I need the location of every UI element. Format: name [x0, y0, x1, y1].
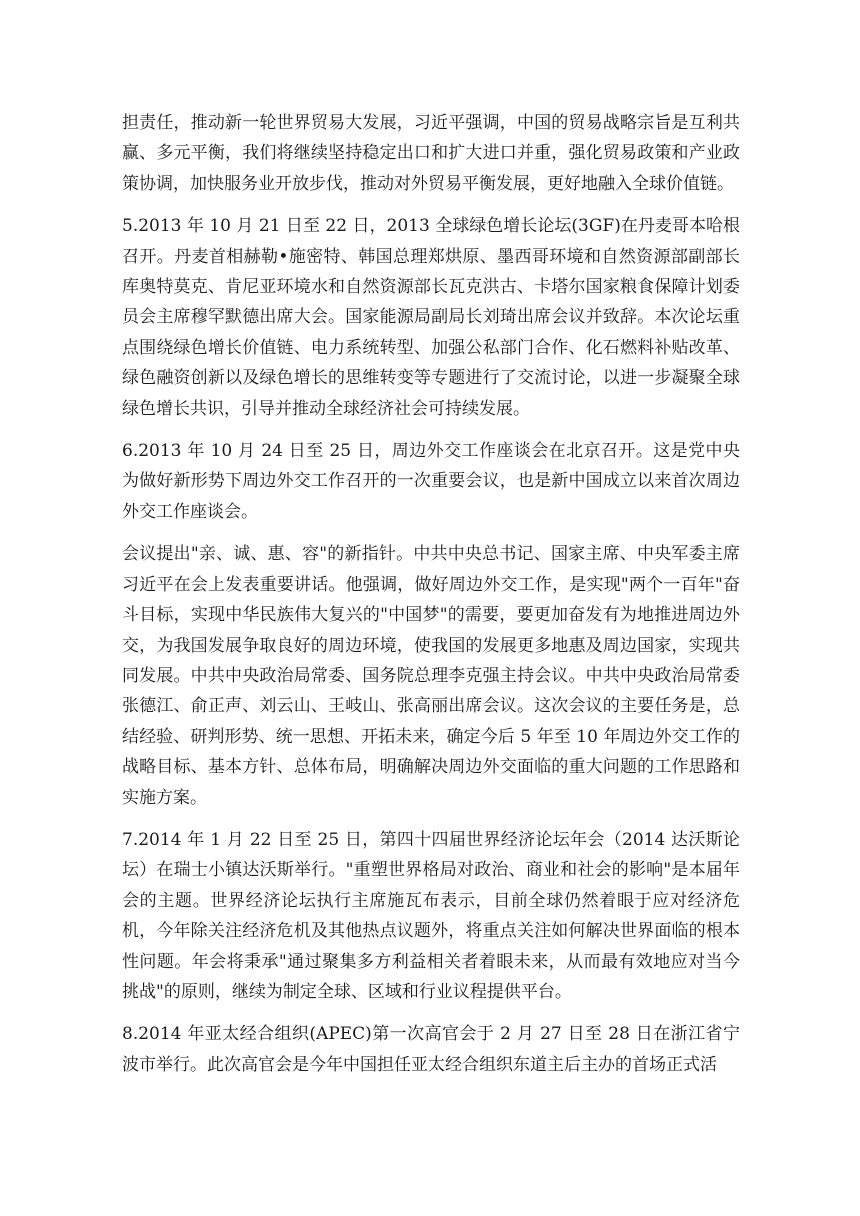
paragraph-item-7-davos-forum: 7.2014 年 1 月 22 日至 25 日，第四十四届世界经济论坛年会（2014 达沃斯论坛）在瑞士小镇达沃斯举行。"重塑世界格局对政治、商业和社会的影响"是本届年会的主题。世界经济论坛执行主席施瓦布表示，目前全球仍然着眼于应对经济危机，今年除关注经济危机及其他热点议题外，将重点关注如何解决世界面临的根本性问题。年会将秉承"通过聚集多方利益相关者着眼未来，从而最有效地应对当今挑战"的原则，继续为制定全球、区域和行业议程提供平台。 [122, 829, 740, 1002]
paragraph-periphery-meeting-details: 会议提出"亲、诚、惠、容"的新指针。中共中央总书记、国家主席、中央军委主席习近平在会上发表重要讲话。他强调，做好周边外交工作，是实现"两个一百年"奋斗目标，实现中华民族伟大复兴的"中国梦"的需要，要更加奋发有为地推进周边外交，为我国发展争取良好的周边环境，使我国的发展更多地惠及周边国家，实现共同发展。中共中央政治局常委、国务院总理李克强主持会议。中共中央政治局常委张德江、俞正声、刘云山、王岐山、张高丽出席会议。这次会议的主要任务是，总结经验、研判形势、统一思想、开拓未来，确定今后 5 年至 10 年周边外交工作的战略目标、基本方针、总体布局，明确解决周边外交面临的重大问题的工作思路和实施方案。 [122, 544, 740, 808]
paragraph-item-5-green-growth-forum: 5.2013 年 10 月 21 日至 22 日，2013 全球绿色增长论坛(3GF)在丹麦哥本哈根召开。丹麦首相赫勒•施密特、韩国总理郑烘原、墨西哥环境和自然资源部副部长库奥特莫克、肯尼亚环境水和自然资源部长瓦克洪古、卡塔尔国家粮食保障计划委员会主席穆罕默德出席大会。国家能源局副局长刘琦出席会议并致辞。本次论坛重点围绕绿色增长价值链、电力系统转型、加强公私部门合作、化石燃料补贴改革、绿色融资创新以及绿色增长的思维转变等专题进行了交流讨论，以进一步凝聚全球绿色增长共识，引导并推动全球经济社会可持续发展。 [122, 216, 740, 419]
paragraph-item-8-apec-meeting: 8.2014 年亚太经合组织(APEC)第一次高官会于 2 月 27 日至 28 日在浙江省宁波市举行。此次高官会是今年中国担任亚太经合组织东道主后主办的首场正式活 [122, 1024, 740, 1075]
document-page [122, 108, 740, 1092]
paragraph-item-6-periphery-diplomacy: 6.2013 年 10 月 24 日至 25 日，周边外交工作座谈会在北京召开。这是党中央为做好新形势下周边外交工作召开的一次重要会议，也是新中国成立以来首次周边外交工作座谈会。 [122, 441, 740, 522]
paragraph-trade-strategy: 担责任，推动新一轮世界贸易大发展，习近平强调，中国的贸易战略宗旨是互利共赢、多元平衡，我们将继续坚持稳定出口和扩大进口并重，强化贸易政策和产业政策协调，加快服务业开放步伐，推动对外贸易平衡发展，更好地融入全球价值链。 [122, 113, 740, 194]
